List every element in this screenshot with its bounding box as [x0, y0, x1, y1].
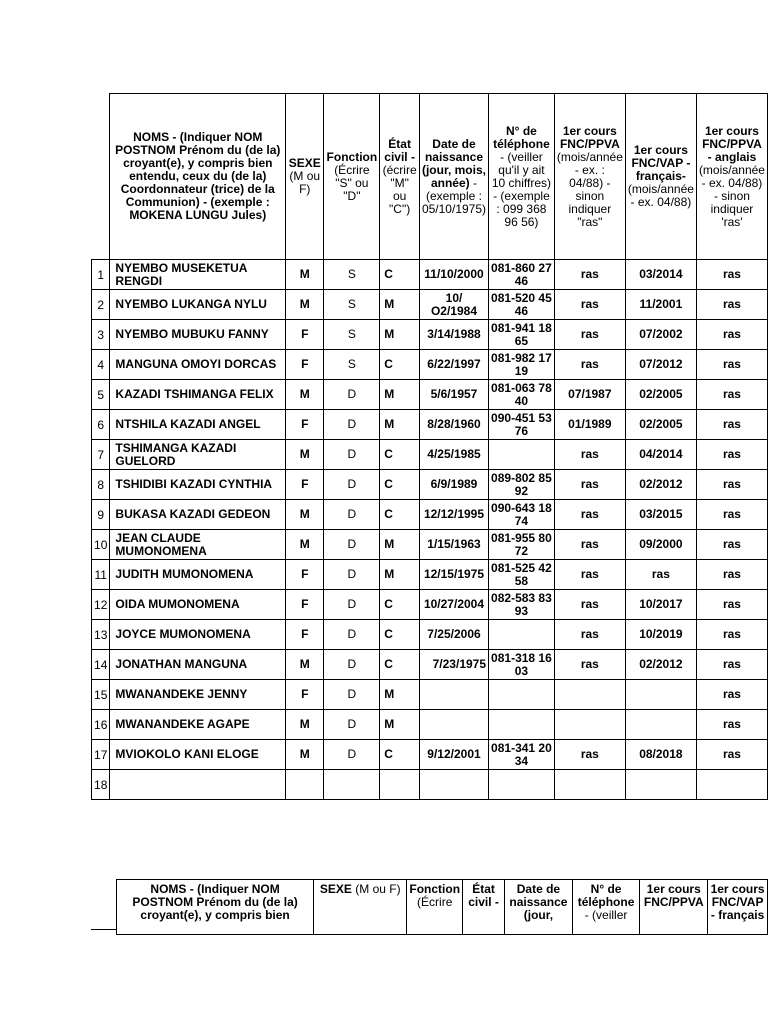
member-date-naissance: 4/25/1985	[419, 440, 488, 470]
row-number: 15	[92, 680, 110, 710]
member-sexe: M	[286, 650, 324, 680]
header-tel-hint: - (veiller qu'il y ait 10 chiffres) - (exemple : 099 368 96 56)	[491, 149, 551, 229]
member-fnc-vap	[625, 680, 696, 710]
table-body	[92, 260, 768, 800]
member-date-naissance: 12/15/1975	[419, 560, 488, 590]
member-fnc-ppva: ras	[554, 560, 625, 590]
member-name: OIDA MUMONOMENA	[110, 590, 286, 620]
member-fnc-anglais: ras	[696, 380, 767, 410]
member-telephone: 081-520 45 46	[489, 290, 555, 320]
member-fnc-vap: 08/2018	[625, 740, 696, 770]
header-etat-label: État civil -	[384, 136, 415, 164]
member-date-naissance: 8/28/1960	[419, 410, 488, 440]
header-etat-label: État civil -	[468, 882, 499, 909]
member-fnc-vap: 03/2015	[625, 500, 696, 530]
member-etat-civil: M	[380, 410, 420, 440]
member-sexe	[286, 770, 324, 800]
member-fnc-vap: 04/2014	[625, 440, 696, 470]
row-number: 2	[92, 290, 110, 320]
table-row	[92, 290, 768, 320]
member-fnc-ppva: ras	[554, 650, 625, 680]
row-number: 7	[92, 440, 110, 470]
header-sexe	[286, 94, 324, 260]
header-fonction-label: Fonction	[326, 149, 378, 164]
header-noms-label: NOMS - (Indiquer NOM POSTNOM Prénom du (de la) croyant(e), y compris bien	[132, 882, 298, 922]
member-date-naissance: 9/12/2001	[419, 740, 488, 770]
header-noms	[110, 94, 286, 260]
member-etat-civil: C	[380, 350, 420, 380]
table-row	[92, 770, 768, 800]
member-fnc-ppva	[554, 710, 625, 740]
member-name: JONATHAN MANGUNA	[110, 650, 286, 680]
header-vap-label: 1er cours FNC/VAP - français-	[631, 143, 691, 183]
member-name: NYEMBO MUBUKU FANNY	[110, 320, 286, 350]
header-fnc-ppva	[640, 880, 708, 935]
member-fnc-vap: 02/2005	[625, 380, 696, 410]
header-fnc-ppva	[554, 94, 625, 260]
table-row	[92, 380, 768, 410]
member-name: TSHIMANGA KAZADI GUELORD	[110, 440, 286, 470]
member-telephone	[489, 680, 555, 710]
member-sexe: F	[286, 590, 324, 620]
member-date-naissance: 1/15/1963	[419, 530, 488, 560]
member-telephone: 081-525 42 58	[489, 560, 555, 590]
table-header	[92, 94, 768, 260]
header-ang-label: 1er cours FNC/PPVA - anglais	[702, 123, 762, 164]
row-number: 6	[92, 410, 110, 440]
header-date-naissance	[505, 880, 573, 935]
header-fnc-vap	[708, 880, 768, 935]
member-name: MANGUNA OMOYI DORCAS	[110, 350, 286, 380]
table-row	[92, 710, 768, 740]
member-sexe: M	[286, 380, 324, 410]
member-telephone: 090-643 18 74	[489, 500, 555, 530]
header-etat-civil	[380, 94, 420, 260]
member-sexe: F	[286, 620, 324, 650]
table-row	[92, 350, 768, 380]
member-fnc-ppva: ras	[554, 590, 625, 620]
member-fnc-vap: 03/2014	[625, 260, 696, 290]
member-fnc-anglais: ras	[696, 500, 767, 530]
header-date-label: Date de naissance (jour, mois, année)	[421, 136, 486, 190]
member-date-naissance	[419, 770, 488, 800]
row-number: 1	[92, 260, 110, 290]
member-date-naissance: 3/14/1988	[419, 320, 488, 350]
member-name: MWANANDEKE JENNY	[110, 680, 286, 710]
member-fnc-vap: 02/2012	[625, 470, 696, 500]
member-date-naissance: 10/ O2/1984	[419, 290, 488, 320]
member-etat-civil: M	[380, 380, 420, 410]
member-fnc-ppva	[554, 770, 625, 800]
member-etat-civil: C	[380, 590, 420, 620]
member-fnc-vap: 07/2012	[625, 350, 696, 380]
header-sexe-label: SEXE	[319, 882, 352, 896]
row-number: 14	[92, 650, 110, 680]
member-fnc-anglais: ras	[696, 530, 767, 560]
member-telephone: 081-941 18 65	[489, 320, 555, 350]
member-date-naissance: 5/6/1957	[419, 380, 488, 410]
table-row	[92, 740, 768, 770]
header-telephone	[572, 880, 640, 935]
member-fnc-ppva: ras	[554, 470, 625, 500]
member-fnc-vap: 10/2017	[625, 590, 696, 620]
header-index	[92, 94, 110, 260]
member-fnc-vap	[625, 710, 696, 740]
header-fonction-label: Fonction	[409, 882, 461, 896]
member-sexe: M	[286, 260, 324, 290]
member-fnc-ppva	[554, 680, 625, 710]
member-name: NYEMBO MUSEKETUA RENGDI	[110, 260, 286, 290]
member-fnc-vap: 07/2002	[625, 320, 696, 350]
member-date-naissance	[419, 680, 488, 710]
member-fnc-anglais: ras	[696, 620, 767, 650]
member-sexe: M	[286, 500, 324, 530]
member-name	[110, 770, 286, 800]
member-fonction: D	[324, 560, 380, 590]
header-etat-hint: (écrire "M" ou "C")	[382, 162, 417, 216]
member-etat-civil: C	[380, 500, 420, 530]
member-fonction: D	[324, 680, 380, 710]
member-fonction: D	[324, 530, 380, 560]
member-fnc-anglais: ras	[696, 290, 767, 320]
member-sexe: M	[286, 440, 324, 470]
header-tel-hint: - (veiller	[584, 908, 628, 922]
member-etat-civil: M	[380, 530, 420, 560]
table-row	[92, 620, 768, 650]
member-name: JUDITH MUMONOMENA	[110, 560, 286, 590]
members-table-continued	[116, 879, 768, 935]
member-telephone: 089-802 85 92	[489, 470, 555, 500]
member-fnc-ppva: ras	[554, 620, 625, 650]
header-date-label: Date de naissance (jour,	[509, 882, 568, 922]
member-fonction: S	[324, 260, 380, 290]
member-fnc-ppva: ras	[554, 740, 625, 770]
member-fnc-anglais: ras	[696, 710, 767, 740]
member-fnc-ppva: ras	[554, 500, 625, 530]
member-fnc-anglais: ras	[696, 320, 767, 350]
member-date-naissance	[419, 710, 488, 740]
header-date-hint: - (exemple : 05/10/1975)	[421, 175, 487, 216]
member-date-naissance: 10/27/2004	[419, 590, 488, 620]
header-fnc-vap	[625, 94, 696, 260]
member-etat-civil: C	[380, 440, 420, 470]
member-fonction: D	[324, 500, 380, 530]
header-ppva-label: 1er cours FNC/PPVA	[643, 882, 704, 909]
member-etat-civil: C	[380, 470, 420, 500]
member-sexe: F	[286, 470, 324, 500]
member-telephone: 082-583 83 93	[489, 590, 555, 620]
header-fonction	[407, 880, 463, 935]
row-number: 10	[92, 530, 110, 560]
member-fonction	[324, 770, 380, 800]
member-telephone: 081-982 17 19	[489, 350, 555, 380]
member-date-naissance: 11/10/2000	[419, 260, 488, 290]
header-ppva-hint: (mois/année - ex. : 04/88) - sinon indiquer "ras"	[556, 149, 623, 229]
member-fnc-vap: 02/2005	[625, 410, 696, 440]
member-etat-civil	[380, 770, 420, 800]
member-sexe: F	[286, 320, 324, 350]
member-fonction: D	[324, 410, 380, 440]
table-row	[92, 650, 768, 680]
member-fnc-anglais: ras	[696, 440, 767, 470]
member-name: BUKASA KAZADI GEDEON	[110, 500, 286, 530]
member-fnc-anglais: ras	[696, 680, 767, 710]
table-row	[92, 680, 768, 710]
member-fnc-anglais: ras	[696, 560, 767, 590]
member-fnc-ppva: 01/1989	[554, 410, 625, 440]
row-number: 13	[92, 620, 110, 650]
table-row	[92, 500, 768, 530]
members-table	[91, 93, 768, 800]
header-fonction-hint: (Écrire	[417, 895, 453, 909]
member-fnc-anglais: ras	[696, 650, 767, 680]
member-date-naissance: 7/23/1975	[419, 650, 488, 680]
row-number: 9	[92, 500, 110, 530]
header-fnc-anglais	[696, 94, 767, 260]
member-name: JEAN CLAUDE MUMONOMENA	[110, 530, 286, 560]
header-fonction	[324, 94, 380, 260]
member-etat-civil: C	[380, 650, 420, 680]
member-etat-civil: M	[380, 680, 420, 710]
member-fnc-anglais: ras	[696, 590, 767, 620]
member-date-naissance: 6/9/1989	[419, 470, 488, 500]
member-telephone	[489, 440, 555, 470]
header-sexe-label: SEXE	[288, 156, 321, 170]
member-fonction: D	[324, 380, 380, 410]
member-fonction: S	[324, 290, 380, 320]
member-telephone: 081-341 20 34	[489, 740, 555, 770]
member-telephone	[489, 770, 555, 800]
member-fnc-anglais: ras	[696, 260, 767, 290]
member-fnc-vap: 02/2012	[625, 650, 696, 680]
member-fnc-anglais	[696, 770, 767, 800]
table-row	[92, 470, 768, 500]
table-row	[92, 440, 768, 470]
member-fnc-ppva: ras	[554, 530, 625, 560]
member-sexe: F	[286, 410, 324, 440]
table-row	[92, 560, 768, 590]
header-ang-hint: (mois/année - ex. 04/88) - sinon indiquer 'ras'	[698, 162, 765, 229]
row-number: 12	[92, 590, 110, 620]
header-noms	[117, 880, 314, 935]
member-etat-civil: M	[380, 320, 420, 350]
table-row	[92, 320, 768, 350]
member-telephone: 081-955 80 72	[489, 530, 555, 560]
member-sexe: M	[286, 710, 324, 740]
member-fnc-vap: 11/2001	[625, 290, 696, 320]
member-fnc-ppva: 07/1987	[554, 380, 625, 410]
member-fonction: D	[324, 440, 380, 470]
header-ppva-label: 1er cours FNC/PPVA	[559, 123, 620, 151]
member-name: NTSHILA KAZADI ANGEL	[110, 410, 286, 440]
member-fnc-vap: 09/2000	[625, 530, 696, 560]
member-fnc-vap	[625, 770, 696, 800]
header-tel-label: N° de téléphone	[577, 882, 635, 909]
member-etat-civil: C	[380, 260, 420, 290]
member-fonction: S	[324, 320, 380, 350]
member-fonction: D	[324, 620, 380, 650]
member-fnc-anglais: ras	[696, 470, 767, 500]
member-sexe: F	[286, 350, 324, 380]
member-fnc-ppva: ras	[554, 350, 625, 380]
member-date-naissance: 7/25/2006	[419, 620, 488, 650]
member-fnc-ppva: ras	[554, 440, 625, 470]
row-number: 4	[92, 350, 110, 380]
member-telephone	[489, 710, 555, 740]
member-fnc-vap: 10/2019	[625, 620, 696, 650]
member-fnc-anglais: ras	[696, 350, 767, 380]
row-number: 17	[92, 740, 110, 770]
header-tel-label: N° de téléphone	[493, 123, 550, 151]
row-number: 8	[92, 470, 110, 500]
member-name: JOYCE MUMONOMENA	[110, 620, 286, 650]
member-fnc-vap: ras	[625, 560, 696, 590]
table-header-continued	[117, 880, 768, 935]
member-telephone: 081-063 78 40	[489, 380, 555, 410]
member-sexe: F	[286, 680, 324, 710]
member-fnc-anglais: ras	[696, 410, 767, 440]
member-date-naissance: 6/22/1997	[419, 350, 488, 380]
member-fonction: D	[324, 590, 380, 620]
header-date-naissance	[419, 94, 488, 260]
member-fnc-anglais: ras	[696, 740, 767, 770]
member-etat-civil: M	[380, 290, 420, 320]
member-fnc-ppva: ras	[554, 320, 625, 350]
row-number: 18	[92, 770, 110, 800]
member-fnc-ppva: ras	[554, 260, 625, 290]
divider-line	[91, 929, 116, 930]
member-name: NYEMBO LUKANGA NYLU	[110, 290, 286, 320]
member-telephone: 081-318 16 03	[489, 650, 555, 680]
member-telephone: 090-451 53 76	[489, 410, 555, 440]
member-sexe: M	[286, 740, 324, 770]
header-sexe-hint: (M ou F)	[289, 169, 321, 196]
header-vap-label: 1er cours FNC/VAP - français	[710, 882, 765, 922]
table-row	[92, 530, 768, 560]
member-date-naissance: 12/12/1995	[419, 500, 488, 530]
header-fonction-hint: (Écrire "S" ou "D"	[334, 162, 370, 203]
row-number: 3	[92, 320, 110, 350]
member-name: KAZADI TSHIMANGA FELIX	[110, 380, 286, 410]
header-vap-hint: (mois/année - ex. 04/88)	[627, 182, 694, 209]
member-name: TSHIDIBI KAZADI CYNTHIA	[110, 470, 286, 500]
member-fonction: D	[324, 650, 380, 680]
member-etat-civil: C	[380, 620, 420, 650]
member-sexe: M	[286, 290, 324, 320]
member-sexe: M	[286, 530, 324, 560]
table-row	[92, 410, 768, 440]
table-row	[92, 260, 768, 290]
member-sexe: F	[286, 560, 324, 590]
member-fonction: S	[324, 350, 380, 380]
member-fonction: D	[324, 710, 380, 740]
member-telephone	[489, 620, 555, 650]
header-telephone	[489, 94, 555, 260]
member-telephone: 081-860 27 46	[489, 260, 555, 290]
header-noms-label: NOMS - (Indiquer NOM POSTNOM Prénom du (de la) croyant(e), y compris bien entendu, ceux du (de la) Coordonnateur (trice) de la Communion) - (exemple : MOKENA LUNGU Jules)	[115, 130, 281, 222]
member-fnc-ppva: ras	[554, 290, 625, 320]
member-fonction: D	[324, 740, 380, 770]
row-number: 11	[92, 560, 110, 590]
member-etat-civil: M	[380, 560, 420, 590]
member-name: MWANANDEKE AGAPE	[110, 710, 286, 740]
member-fonction: D	[324, 470, 380, 500]
header-etat-civil	[463, 880, 505, 935]
row-number: 16	[92, 710, 110, 740]
header-sexe	[314, 880, 407, 935]
table-row	[92, 590, 768, 620]
header-sexe-hint: (M ou F)	[355, 882, 401, 896]
row-number: 5	[92, 380, 110, 410]
member-etat-civil: C	[380, 740, 420, 770]
member-etat-civil: M	[380, 710, 420, 740]
member-name: MVIOKOLO KANI ELOGE	[110, 740, 286, 770]
